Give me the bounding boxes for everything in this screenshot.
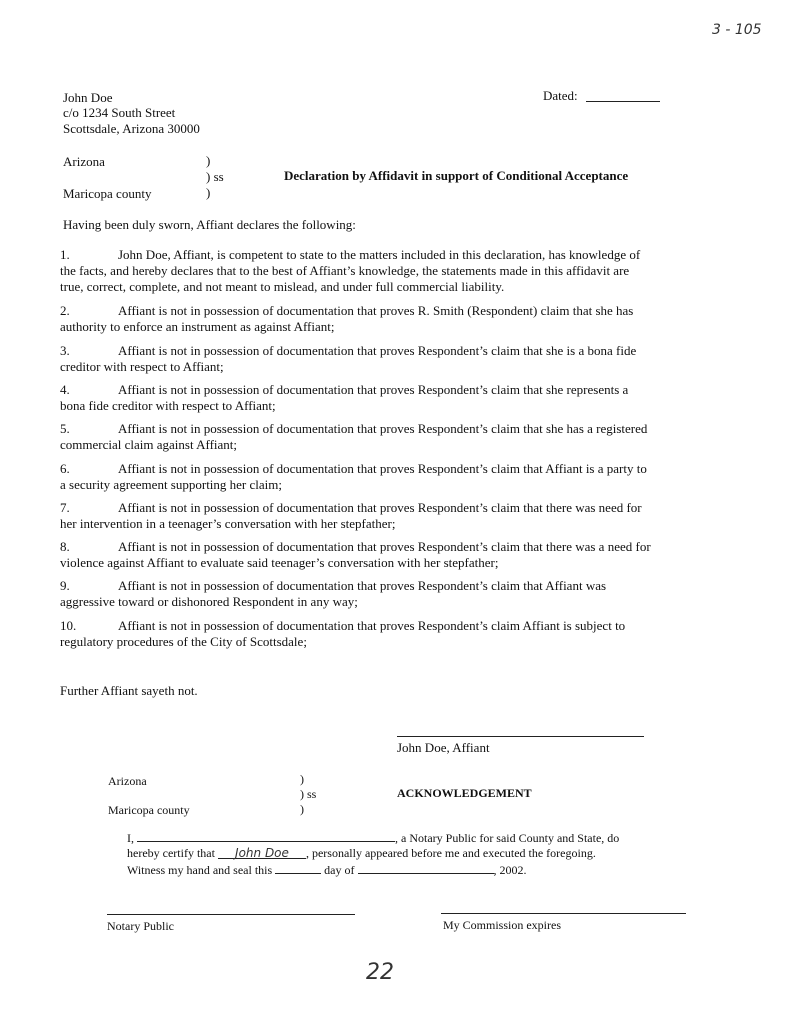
- affiant-name: John Doe: [63, 90, 113, 105]
- notary-public-label: Notary Public: [107, 919, 174, 933]
- affiant-signature-label: John Doe, Affiant: [397, 740, 490, 755]
- declaration-item-10: 10. Affiant is not in possession of documentation that proves Respondent’s claim Affiant is subject to regulatory procedures of the City of Scottsdale;: [60, 618, 626, 649]
- address-line-1: c/o 1234 South Street: [63, 105, 176, 120]
- intro-text: Having been duly sworn, Affiant declares the following:: [63, 217, 356, 232]
- dated-label: Dated:: [543, 88, 578, 103]
- declaration-item-6: 6. Affiant is not in possession of documentation that proves Respondent’s claim that Affiant is a party to a security agreement supporting her claim;: [60, 461, 647, 492]
- document-title: Declaration by Affidavit in support of Conditional Acceptance: [284, 168, 629, 183]
- dated-blank: [586, 101, 660, 102]
- declaration-item-1: 1. John Doe, Affiant, is competent to state to the matters included in this declaration, has knowledge of the facts, and hereby declares that to the best of Affiant’s knowledge, the statements made in this affidavit are true, correct, complete, and not meant to mislead, and under full commercial liability.: [60, 247, 641, 294]
- ack-state: Arizona: [108, 774, 147, 788]
- declaration-item-4: 4. Affiant is not in possession of documentation that proves Respondent’s claim that she represents a bona fide creditor with respect to Affiant;: [60, 382, 629, 413]
- declaration-item-7: 7. Affiant is not in possession of documentation that proves Respondent’s claim that there was need for her intervention in a teenager’s conversation with her stepfather;: [60, 500, 642, 531]
- day-blank: [275, 861, 321, 874]
- declaration-item-8: 8. Affiant is not in possession of documentation that proves Respondent’s claim that there was a need for violence against Affiant to evaluate said teenager’s conversation with her stepfather;: [60, 539, 651, 570]
- ack-paren-3: ): [300, 802, 304, 816]
- commission-line: [441, 913, 686, 914]
- notary-signature-line: [107, 914, 355, 915]
- venue-paren-1: ): [206, 153, 211, 168]
- commission-expires-label: My Commission expires: [443, 918, 562, 932]
- declaration-item-3: 3. Affiant is not in possession of documentation that proves Respondent’s claim that she is a bona fide creditor with respect to Affiant;: [60, 343, 637, 374]
- declaration-item-9: 9. Affiant is not in possession of documentation that proves Respondent’s claim that Affiant was aggressive toward or dishonored Respondent in any way;: [60, 578, 607, 609]
- handwritten-page-mark: 3 - 105: [712, 22, 762, 38]
- ack-paren-1: ): [300, 772, 304, 786]
- ack-paragraph: [127, 829, 687, 878]
- venue-paren-3: ): [206, 185, 211, 200]
- venue-state: Arizona: [63, 154, 105, 169]
- ack-paren-2: ) ss: [300, 787, 317, 801]
- ack-county: Maricopa county: [108, 803, 190, 817]
- certified-name-handwritten: John Doe: [218, 846, 306, 859]
- declaration-item-5: 5. Affiant is not in possession of documentation that proves Respondent’s claim that she has a registered commercial claim against Affiant;: [60, 421, 648, 452]
- ack-line-1: I, , a Notary Public for said County and State, do: [127, 831, 620, 845]
- affiant-signature-line: [397, 736, 644, 737]
- notary-name-blank: [137, 829, 395, 842]
- address-line-2: Scottsdale, Arizona 30000: [63, 121, 200, 136]
- handwritten-page-number: 22: [366, 960, 394, 985]
- ack-line-3: Witness my hand and seal this day of , 2002.: [127, 863, 527, 877]
- ack-line-2: hereby certify that John Doe , personally appeared before me and executed the foregoing.: [127, 846, 596, 860]
- declaration-item-2: 2. Affiant is not in possession of documentation that proves R. Smith (Respondent) claim that she has authority to enforce an instrument as against Affiant;: [60, 303, 634, 334]
- closing-text: Further Affiant sayeth not.: [60, 683, 198, 698]
- ack-title: ACKNOWLEDGEMENT: [397, 786, 532, 800]
- month-blank: [358, 861, 494, 874]
- venue-county: Maricopa county: [63, 186, 152, 201]
- venue-paren-2: ) ss: [206, 169, 224, 184]
